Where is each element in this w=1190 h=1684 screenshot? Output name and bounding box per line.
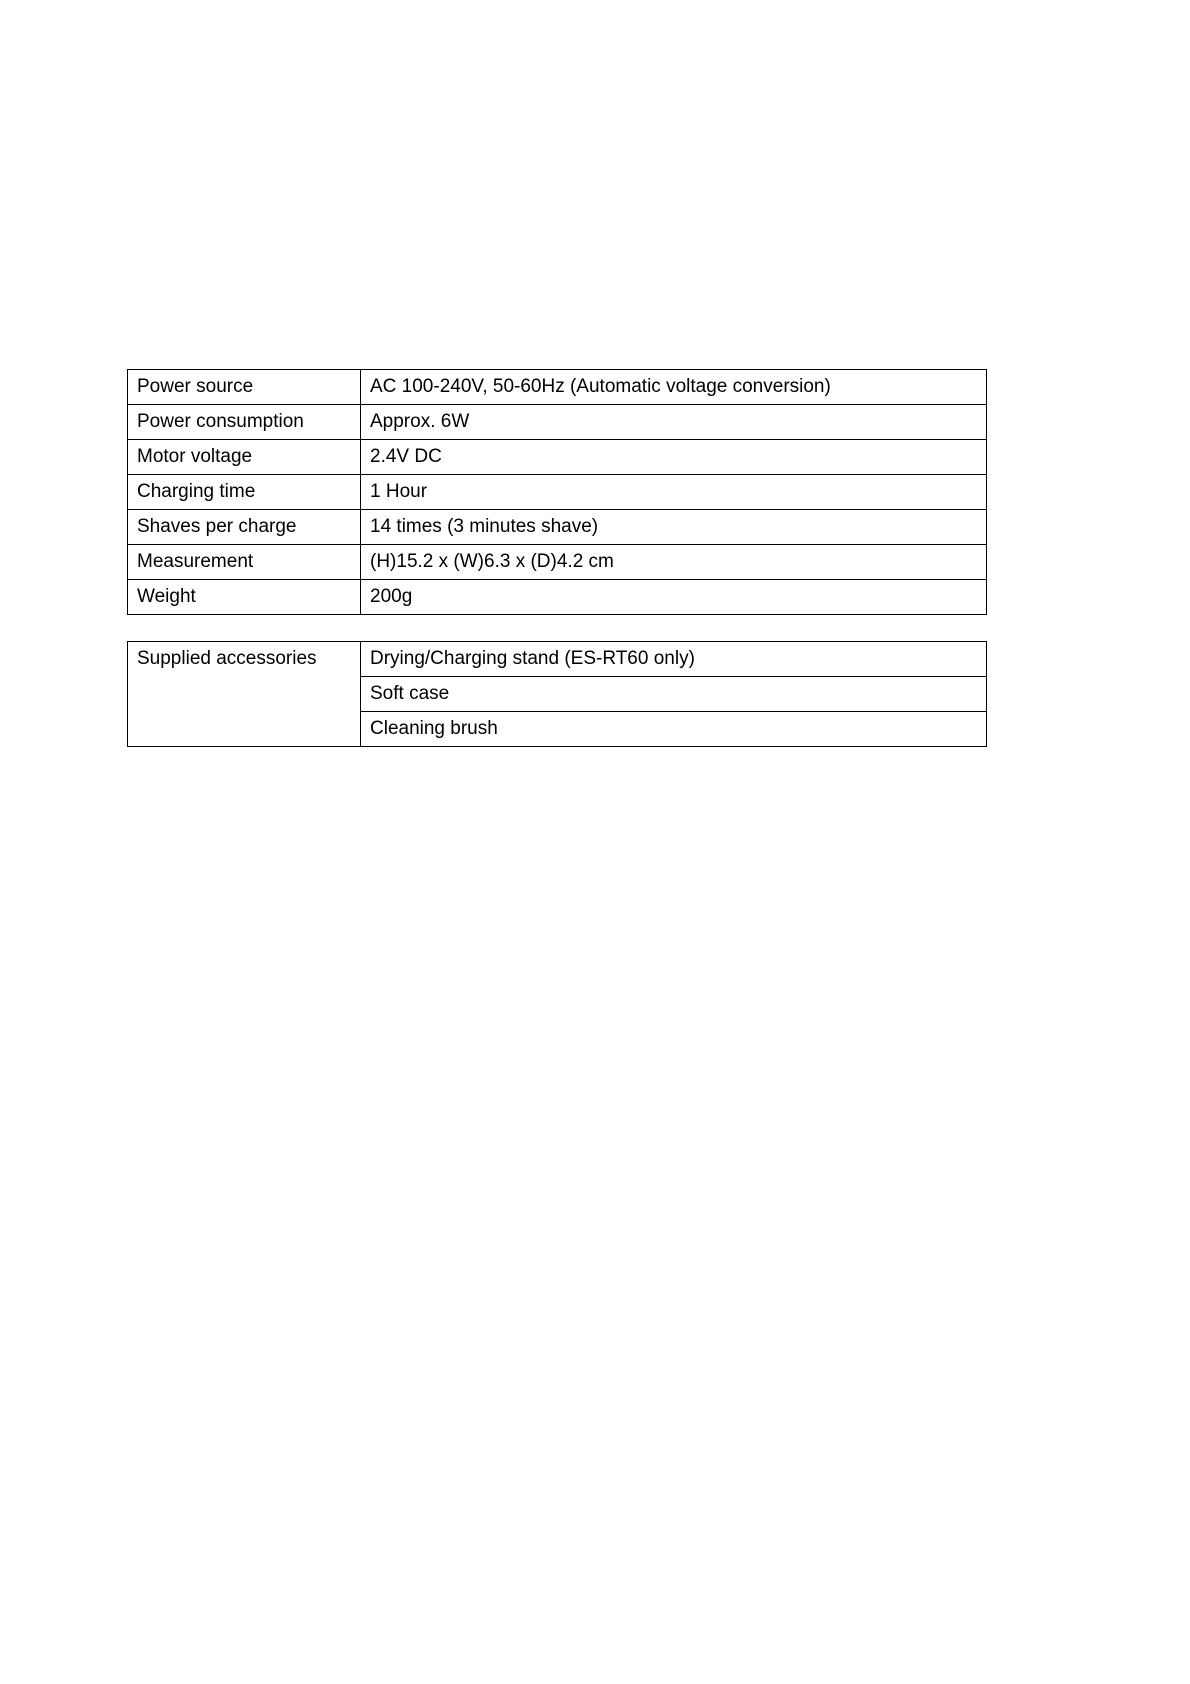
accessories-table xyxy=(127,641,987,747)
table-row xyxy=(128,440,987,475)
spec-label: Charging time xyxy=(128,475,361,510)
accessory-item: Soft case xyxy=(361,677,987,712)
spec-label: Shaves per charge xyxy=(128,510,361,545)
table-row xyxy=(128,510,987,545)
spec-label: Power source xyxy=(128,370,361,405)
table-row xyxy=(128,475,987,510)
spec-value: 200g xyxy=(361,580,987,615)
table-row xyxy=(128,580,987,615)
accessory-item: Cleaning brush xyxy=(361,712,987,747)
table-row xyxy=(128,642,987,677)
specifications-table xyxy=(127,369,987,615)
table-row xyxy=(128,405,987,440)
table-row xyxy=(128,545,987,580)
spec-label: Motor voltage xyxy=(128,440,361,475)
spec-value: 1 Hour xyxy=(361,475,987,510)
accessory-item: Drying/Charging stand (ES-RT60 only) xyxy=(361,642,987,677)
spec-value: 14 times (3 minutes shave) xyxy=(361,510,987,545)
table-row xyxy=(128,370,987,405)
spec-label: Weight xyxy=(128,580,361,615)
accessories-label: Supplied accessories xyxy=(128,642,361,747)
spec-label: Power consumption xyxy=(128,405,361,440)
spec-label: Measurement xyxy=(128,545,361,580)
spec-value: AC 100-240V, 50-60Hz (Automatic voltage conversion) xyxy=(361,370,987,405)
spec-value: (H)15.2 x (W)6.3 x (D)4.2 cm xyxy=(361,545,987,580)
spec-value: 2.4V DC xyxy=(361,440,987,475)
spec-value: Approx. 6W xyxy=(361,405,987,440)
